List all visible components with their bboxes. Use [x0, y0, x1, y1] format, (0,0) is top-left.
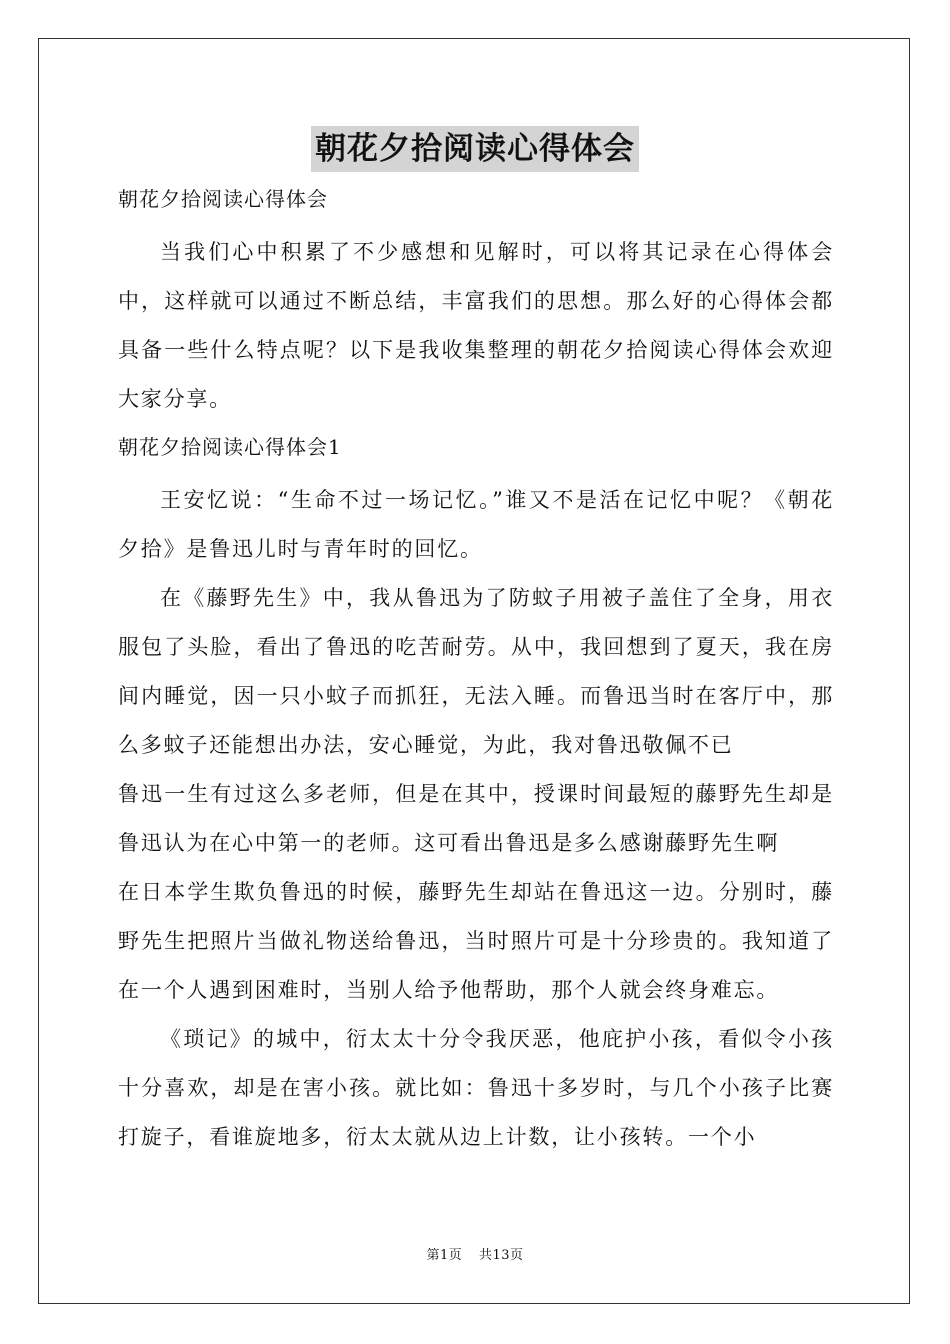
page-total: 共13页: [478, 1248, 524, 1263]
intro-paragraph: 当我们心中积累了不少感想和见解时，可以将其记录在心得体会中，这样就可以通过不断总结，丰富我们的思想。那么好的心得体会都具备一些什么特点呢？以下是我收集整理的朝花夕拾阅读心得体会欢迎大家分享。: [118, 240, 834, 411]
document-body: [118, 180, 834, 1162]
paragraph-1: 王安忆说：“生命不过一场记忆。”谁又不是活在记忆中呢？《朝花夕拾》是鲁迅儿时与青年时的回忆。: [118, 488, 834, 561]
title-wrap: [0, 126, 950, 172]
paragraph-3: 鲁迅一生有过这么多老师，但是在其中，授课时间最短的藤野先生却是鲁迅认为在心中第一的老师。这可看出鲁迅是多么感谢藤野先生啊: [118, 782, 834, 855]
document-title: 朝花夕拾阅读心得体会: [311, 126, 639, 172]
paragraph-4: 在日本学生欺负鲁迅的时候，藤野先生却站在鲁迅这一边。分别时，藤野先生把照片当做礼物送给鲁迅，当时照片可是十分珍贵的。我知道了在一个人遇到困难时，当别人给予他帮助，那个人就会终身难忘。: [118, 880, 834, 1002]
page-footer: [0, 1244, 950, 1263]
subtitle: 朝花夕拾阅读心得体会: [118, 187, 328, 211]
section-heading: 朝花夕拾阅读心得体会1: [118, 435, 342, 459]
paragraph-5: 《琐记》的城中，衍太太十分令我厌恶，他庇护小孩，看似令小孩十分喜欢，却是在害小孩。就比如：鲁迅十多岁时，与几个小孩子比赛打旋子，看谁旋地多，衍太太就从边上计数，让小孩转。一个小: [118, 1027, 834, 1149]
page-number: 第1页: [426, 1248, 463, 1263]
paragraph-2: 在《藤野先生》中，我从鲁迅为了防蚊子用被子盖住了全身，用衣服包了头脸，看出了鲁迅的吃苦耐劳。从中，我回想到了夏天，我在房间内睡觉，因一只小蚊子而抓狂，无法入睡。而鲁迅当时在客厅中，那么多蚊子还能想出办法，安心睡觉，为此，我对鲁迅敬佩不已: [118, 586, 834, 757]
